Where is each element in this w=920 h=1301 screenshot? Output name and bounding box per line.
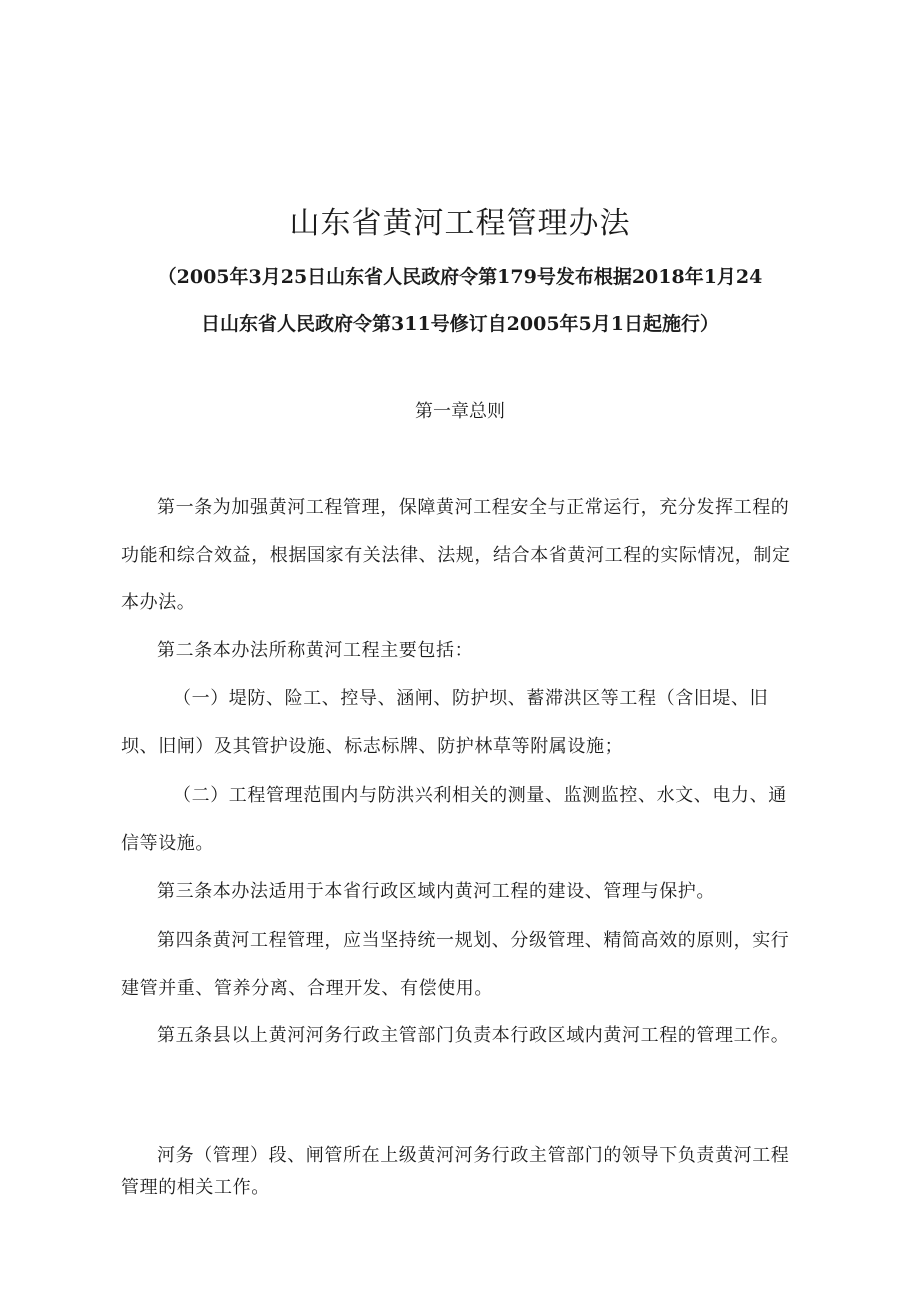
document-subtitle-line-1: （2005年3月25日山东省人民政府令第179号发布根据2018年1月24 [157, 266, 763, 288]
article-5-continuation-paragraph: 河务（管理）段、闸管所在上级黄河河务行政主管部门的领导下负责黄河工程管理的相关工作。 [121, 1145, 790, 1198]
article-2-item-2: （二）工程管理范围内与防洪兴利相关的测量、监测监控、水文、电力、通信等设施。 [121, 785, 787, 854]
document-subtitle-line-2: 日山东省人民政府令第311号修订自2005年5月1日起施行） [201, 313, 719, 335]
article-4-paragraph: 第四条黄河工程管理，应当坚持统一规划、分级管理、精简高效的原则，实行建管并重、管养分离、合理开发、有偿使用。 [121, 930, 790, 999]
chapter-heading: 第一章总则 [415, 401, 505, 422]
article-2-paragraph: 第二条本办法所称黄河工程主要包括： [157, 640, 474, 661]
article-1-paragraph: 第一条为加强黄河工程管理，保障黄河工程安全与正常运行，充分发挥工程的功能和综合效益，根据国家有关法律、法规，结合本省黄河工程的实际情况，制定本办法。 [121, 497, 791, 613]
article-3-paragraph: 第三条本办法适用于本省行政区域内黄河工程的建设、管理与保护。 [157, 881, 715, 902]
article-5-paragraph: 第五条县以上黄河河务行政主管部门负责本行政区域内黄河工程的管理工作。 [157, 1025, 790, 1046]
document-title: 山东省黄河工程管理办法 [289, 206, 631, 241]
article-2-item-1: （一）堤防、险工、控导、涵闸、防护坝、蓄滞洪区等工程（含旧堤、旧坝、旧闸）及其管护设施、标志标牌、防护林草等附属设施； [121, 688, 769, 757]
